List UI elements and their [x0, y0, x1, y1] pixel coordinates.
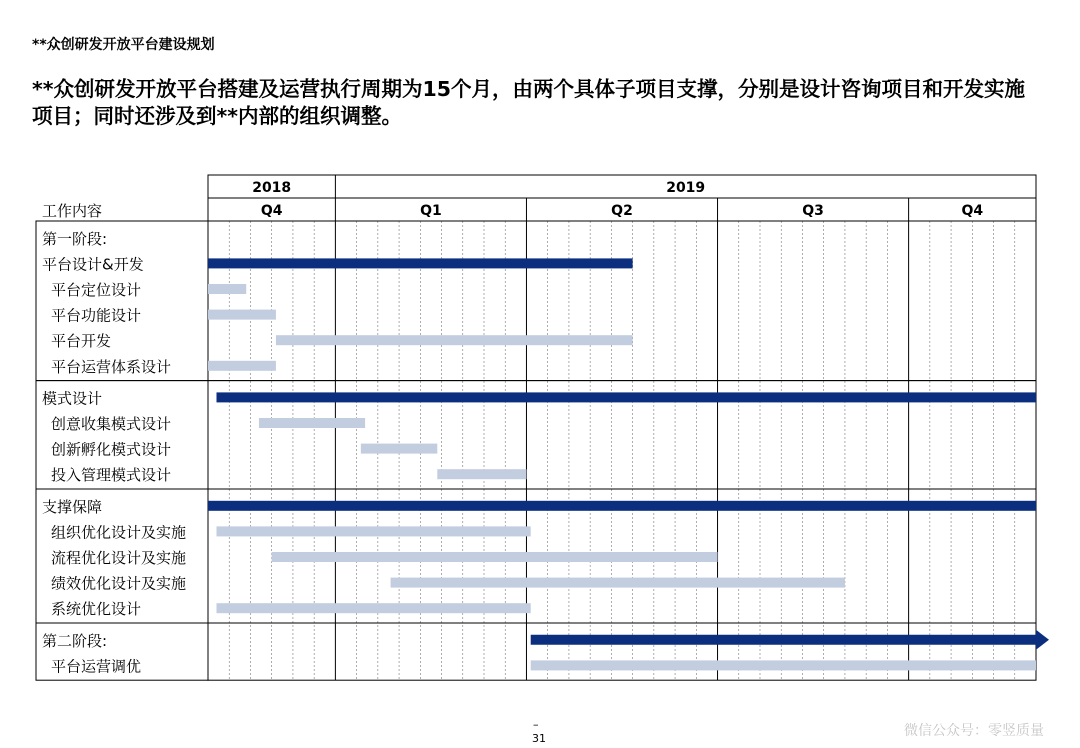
task-bar	[272, 552, 718, 562]
group-timeline-frame	[208, 623, 1036, 680]
group-timeline-frame	[208, 221, 1036, 381]
task-bar	[437, 469, 526, 479]
task-label: 绩效优化设计及实施	[51, 574, 187, 593]
year-header-frame	[208, 175, 1036, 198]
phase-bar	[208, 501, 1036, 511]
task-label: 创意收集模式设计	[51, 415, 172, 433]
task-label: 组织优化设计及实施	[51, 523, 187, 542]
task-label: 平台定位设计	[51, 281, 142, 299]
task-bar	[391, 578, 845, 588]
task-label: 第一阶段:	[42, 229, 108, 248]
quarter-label: Q4	[260, 203, 283, 219]
task-label: 创新孵化模式设计	[51, 440, 172, 459]
page-headline: **众创研发开放平台搭建及运营执行周期为15个月，由两个具体子项目支撑，分别是设计咨询项目和开发实施项目；同时还涉及到**内部的组织调整。	[32, 77, 1025, 128]
task-bar	[216, 603, 530, 613]
task-bar	[259, 418, 365, 428]
task-bar	[531, 660, 1036, 670]
page-number: 31	[532, 732, 546, 745]
task-label: 平台运营调优	[51, 657, 142, 676]
quarter-label: Q2	[611, 203, 633, 219]
quarter-label: Q3	[802, 203, 824, 219]
task-bar	[208, 310, 276, 320]
task-label: 支撑保障	[42, 497, 103, 516]
year-label: 2018	[252, 180, 292, 196]
task-bar	[208, 284, 246, 294]
task-bar	[361, 444, 437, 454]
task-label: 投入管理模式设计	[51, 466, 172, 485]
task-bar	[276, 335, 633, 345]
task-label: 平台开发	[51, 332, 112, 351]
year-label: 2019	[666, 180, 706, 196]
task-label: 流程优化设计及实施	[51, 549, 187, 567]
task-label: 第二阶段:	[42, 631, 108, 650]
page-subtitle: **众创研发开放平台建设规划	[32, 37, 215, 53]
task-label: 平台功能设计	[51, 306, 142, 325]
task-label: 模式设计	[42, 389, 103, 408]
quarter-label: Q1	[420, 203, 442, 219]
quarter-label: Q4	[961, 203, 984, 219]
task-label: 平台设计&开发	[42, 255, 144, 274]
phase-bar	[216, 392, 1036, 402]
page-number-dash: –	[533, 718, 539, 731]
watermark: 微信公众号：零竖质量	[904, 723, 1044, 739]
task-label: 系统优化设计	[51, 600, 142, 619]
task-bar	[208, 361, 276, 371]
phase-arrow-bar	[531, 630, 1049, 650]
row-header-label: 工作内容	[42, 202, 103, 220]
phase-bar	[208, 258, 633, 268]
task-label: 平台运营体系设计	[51, 357, 172, 376]
task-bar	[216, 526, 530, 536]
